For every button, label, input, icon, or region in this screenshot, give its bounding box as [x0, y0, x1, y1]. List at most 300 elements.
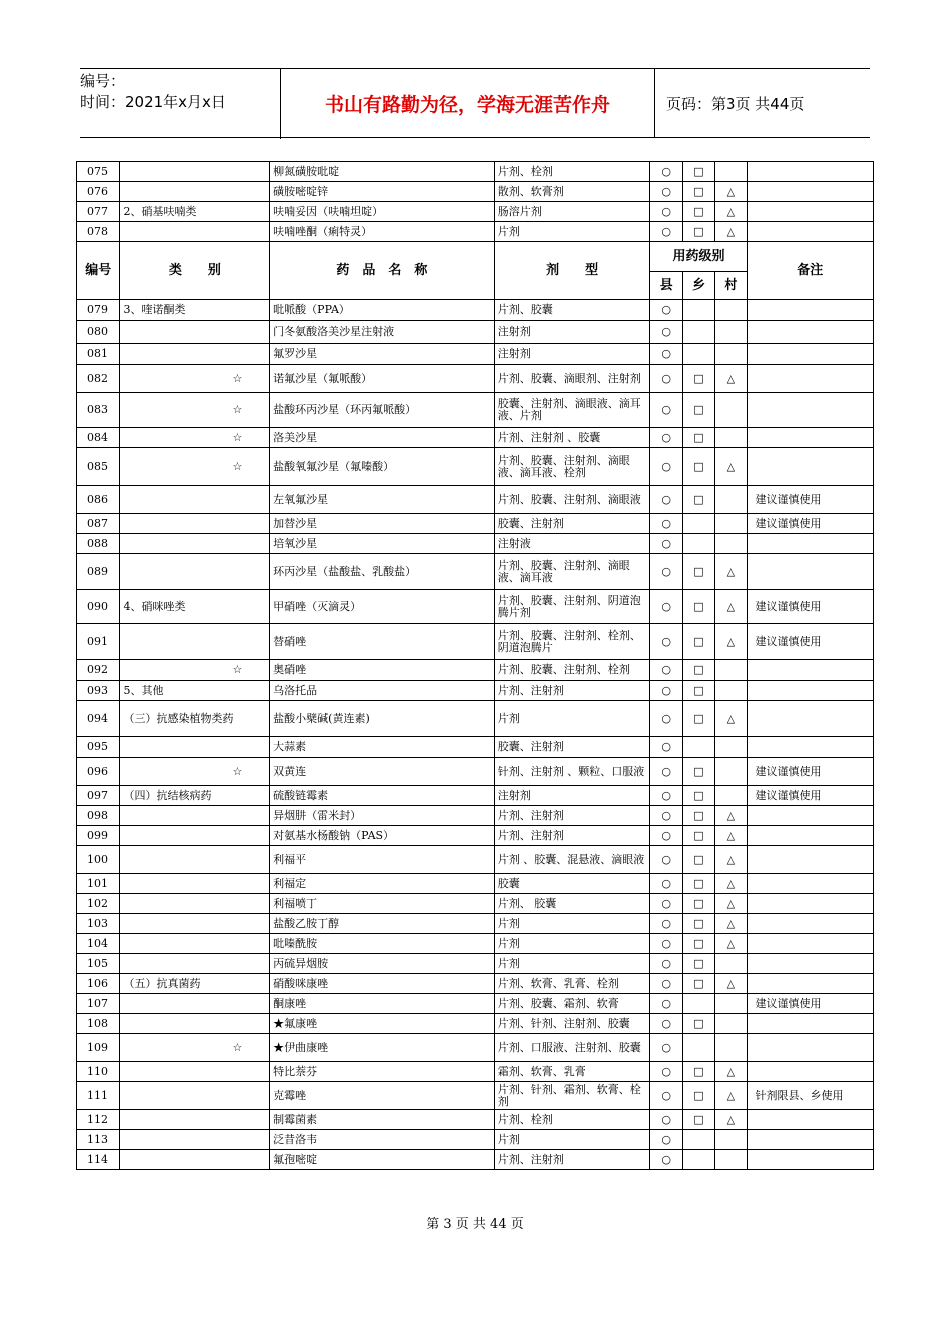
- row-town: □: [682, 590, 714, 624]
- row-note: [747, 365, 873, 393]
- medicine-table: [76, 161, 874, 1170]
- star-mark: ☆: [232, 430, 243, 444]
- row-note: 建议谨慎使用: [747, 624, 873, 660]
- row-category: [120, 534, 270, 554]
- row-category: [120, 624, 270, 660]
- row-form: 片剂、软膏、乳膏、栓剂: [494, 974, 650, 994]
- table-row: [77, 954, 874, 974]
- row-name: 呋喃妥因（呋喃坦啶）: [270, 202, 495, 222]
- row-note: [747, 1130, 873, 1150]
- row-form: 片剂、胶囊、滴眼剂、注射剂: [494, 365, 650, 393]
- row-category: [120, 934, 270, 954]
- table-row: [77, 534, 874, 554]
- row-name: 异烟肼（雷米封）: [270, 806, 495, 826]
- header-category: 类 别: [120, 242, 270, 300]
- row-category: [120, 894, 270, 914]
- row-category: 2、硝基呋喃类: [120, 202, 270, 222]
- row-number: 096: [77, 758, 120, 786]
- row-county: ○: [650, 1130, 682, 1150]
- row-form: 片剂、栓剂: [494, 1110, 650, 1130]
- row-town: □: [682, 786, 714, 806]
- star-mark: ☆: [232, 1040, 243, 1054]
- table-row: [77, 826, 874, 846]
- row-category: （五）抗真菌药: [120, 974, 270, 994]
- row-village: △: [715, 1082, 747, 1110]
- row-note: [747, 954, 873, 974]
- row-number: 101: [77, 874, 120, 894]
- table-row: [77, 1150, 874, 1170]
- table-row: [77, 1110, 874, 1130]
- row-number: 084: [77, 428, 120, 448]
- row-town: [682, 344, 714, 365]
- row-village: △: [715, 701, 747, 737]
- row-category: [120, 344, 270, 365]
- row-county: ○: [650, 1062, 682, 1082]
- row-name: ★伊曲康唑: [270, 1034, 495, 1062]
- row-form: 注射剂: [494, 344, 650, 365]
- row-village: △: [715, 590, 747, 624]
- row-village: △: [715, 846, 747, 874]
- row-category: [120, 954, 270, 974]
- row-note: [747, 428, 873, 448]
- row-category: [120, 1014, 270, 1034]
- row-village: △: [715, 874, 747, 894]
- row-name: 甲硝唑（灭滴灵）: [270, 590, 495, 624]
- row-form: 针剂、注射剂 、颗粒、口服液: [494, 758, 650, 786]
- row-county: ○: [650, 202, 682, 222]
- table-row: [77, 202, 874, 222]
- header-name: 药 品 名 称: [270, 242, 495, 300]
- row-form: 片剂、胶囊、注射剂、栓剂: [494, 660, 650, 681]
- row-form: 片剂: [494, 701, 650, 737]
- row-village: △: [715, 1062, 747, 1082]
- row-number: 111: [77, 1082, 120, 1110]
- row-category: [120, 758, 270, 786]
- row-note: [747, 1062, 873, 1082]
- row-village: [715, 162, 747, 182]
- row-county: ○: [650, 1150, 682, 1170]
- row-category: [120, 1130, 270, 1150]
- row-name: 硫酸链霉素: [270, 786, 495, 806]
- row-name: 盐酸氧氟沙星（氟嗪酸）: [270, 448, 495, 486]
- row-note: [747, 1110, 873, 1130]
- row-form: 片剂、胶囊、霜剂、软膏: [494, 994, 650, 1014]
- row-number: 085: [77, 448, 120, 486]
- row-form: 片剂、注射剂 、胶囊: [494, 428, 650, 448]
- row-form: 肠溶片剂: [494, 202, 650, 222]
- row-number: 108: [77, 1014, 120, 1034]
- row-town: □: [682, 894, 714, 914]
- table-row: [77, 660, 874, 681]
- row-number: 088: [77, 534, 120, 554]
- row-name: 利福喷丁: [270, 894, 495, 914]
- table-row: [77, 321, 874, 344]
- row-category: [120, 365, 270, 393]
- row-category: [120, 321, 270, 344]
- row-note: 针剂限县、乡使用: [747, 1082, 873, 1110]
- row-note: [747, 162, 873, 182]
- row-number: 078: [77, 222, 120, 242]
- header-note: 备注: [747, 242, 873, 300]
- row-town: □: [682, 365, 714, 393]
- row-name: 磺胺嘧啶锌: [270, 182, 495, 202]
- row-county: ○: [650, 428, 682, 448]
- row-note: [747, 1034, 873, 1062]
- table-row: [77, 758, 874, 786]
- row-number: 077: [77, 202, 120, 222]
- row-number: 114: [77, 1150, 120, 1170]
- row-form: 片剂: [494, 1130, 650, 1150]
- row-note: [747, 182, 873, 202]
- row-number: 113: [77, 1130, 120, 1150]
- row-note: [747, 1014, 873, 1034]
- row-number: 099: [77, 826, 120, 846]
- row-county: ○: [650, 393, 682, 428]
- row-name: 泛昔洛韦: [270, 1130, 495, 1150]
- table-row: [77, 344, 874, 365]
- row-number: 076: [77, 182, 120, 202]
- row-name: 左氧氟沙星: [270, 486, 495, 514]
- table-row: [77, 1014, 874, 1034]
- row-town: □: [682, 660, 714, 681]
- row-note: 建议谨慎使用: [747, 514, 873, 534]
- row-village: [715, 758, 747, 786]
- row-number: 075: [77, 162, 120, 182]
- row-village: [715, 321, 747, 344]
- row-village: △: [715, 448, 747, 486]
- row-form: 片剂、 胶囊: [494, 894, 650, 914]
- row-town: □: [682, 1014, 714, 1034]
- row-name: 制霉菌素: [270, 1110, 495, 1130]
- row-name: 大蒜素: [270, 737, 495, 758]
- row-county: ○: [650, 758, 682, 786]
- row-name: 奥硝唑: [270, 660, 495, 681]
- row-village: [715, 954, 747, 974]
- table-row: [77, 1034, 874, 1062]
- row-form: 片剂、注射剂: [494, 806, 650, 826]
- row-town: □: [682, 681, 714, 701]
- row-name: 呋喃唑酮（痢特灵）: [270, 222, 495, 242]
- row-name: 诺氟沙星（氟哌酸）: [270, 365, 495, 393]
- row-village: [715, 300, 747, 321]
- table-row: [77, 514, 874, 534]
- row-name: 环丙沙星（盐酸盐、乳酸盐）: [270, 554, 495, 590]
- row-category: （四）抗结核病药: [120, 786, 270, 806]
- row-village: [715, 428, 747, 448]
- row-village: [715, 1150, 747, 1170]
- row-town: □: [682, 1062, 714, 1082]
- table-row: [77, 974, 874, 994]
- row-town: □: [682, 1082, 714, 1110]
- row-village: △: [715, 365, 747, 393]
- row-note: [747, 737, 873, 758]
- row-town: [682, 321, 714, 344]
- row-category: [120, 737, 270, 758]
- row-category: 3、喹诺酮类: [120, 300, 270, 321]
- table-row: [77, 300, 874, 321]
- row-town: □: [682, 974, 714, 994]
- row-form: 片剂: [494, 914, 650, 934]
- row-county: ○: [650, 365, 682, 393]
- row-name: 吡嗪酰胺: [270, 934, 495, 954]
- row-county: ○: [650, 737, 682, 758]
- row-number: 110: [77, 1062, 120, 1082]
- row-village: [715, 786, 747, 806]
- row-form: 注射剂: [494, 321, 650, 344]
- table-row: [77, 162, 874, 182]
- row-town: □: [682, 182, 714, 202]
- row-category: [120, 846, 270, 874]
- row-number: 107: [77, 994, 120, 1014]
- row-form: 注射剂: [494, 786, 650, 806]
- row-town: □: [682, 826, 714, 846]
- row-category: [120, 1150, 270, 1170]
- table-row: [77, 701, 874, 737]
- row-village: △: [715, 914, 747, 934]
- row-number: 105: [77, 954, 120, 974]
- row-county: ○: [650, 914, 682, 934]
- row-county: ○: [650, 934, 682, 954]
- row-note: 建议谨慎使用: [747, 994, 873, 1014]
- row-form: 片剂、注射剂: [494, 681, 650, 701]
- row-number: 082: [77, 365, 120, 393]
- row-village: [715, 534, 747, 554]
- row-village: △: [715, 222, 747, 242]
- star-mark: ☆: [232, 663, 243, 676]
- table-row: [77, 846, 874, 874]
- row-town: □: [682, 874, 714, 894]
- row-note: [747, 1150, 873, 1170]
- table-header: [77, 242, 874, 300]
- row-town: [682, 1150, 714, 1170]
- row-village: △: [715, 826, 747, 846]
- row-town: □: [682, 934, 714, 954]
- table-row: [77, 222, 874, 242]
- row-county: ○: [650, 974, 682, 994]
- table-row: [77, 681, 874, 701]
- table-row: [77, 365, 874, 393]
- row-county: ○: [650, 222, 682, 242]
- row-village: △: [715, 554, 747, 590]
- row-village: [715, 514, 747, 534]
- row-category: [120, 914, 270, 934]
- table-row: [77, 182, 874, 202]
- row-town: [682, 1034, 714, 1062]
- table-body: [77, 300, 874, 1170]
- row-village: △: [715, 806, 747, 826]
- row-village: [715, 1130, 747, 1150]
- row-village: [715, 737, 747, 758]
- row-form: 散剂、软膏剂: [494, 182, 650, 202]
- row-village: [715, 994, 747, 1014]
- row-town: □: [682, 624, 714, 660]
- row-number: 083: [77, 393, 120, 428]
- row-name: 盐酸环丙沙星（环丙氟哌酸）: [270, 393, 495, 428]
- row-town: [682, 514, 714, 534]
- row-note: [747, 393, 873, 428]
- row-name: ★氟康唑: [270, 1014, 495, 1034]
- row-county: ○: [650, 300, 682, 321]
- row-form: 片剂、注射剂: [494, 826, 650, 846]
- row-name: 洛美沙星: [270, 428, 495, 448]
- row-village: △: [715, 1110, 747, 1130]
- row-note: [747, 914, 873, 934]
- row-name: 盐酸小檗碱(黄连素): [270, 701, 495, 737]
- row-number: 086: [77, 486, 120, 514]
- row-village: [715, 1014, 747, 1034]
- row-town: □: [682, 846, 714, 874]
- row-village: [715, 344, 747, 365]
- row-form: 胶囊、注射剂: [494, 737, 650, 758]
- number-label: 编号：: [80, 72, 126, 90]
- row-number: 090: [77, 590, 120, 624]
- row-county: ○: [650, 321, 682, 344]
- row-note: [747, 554, 873, 590]
- row-number: 112: [77, 1110, 120, 1130]
- row-note: 建议谨慎使用: [747, 486, 873, 514]
- row-name: 培氧沙星: [270, 534, 495, 554]
- row-form: 片剂: [494, 934, 650, 954]
- row-name: 特比萘芬: [270, 1062, 495, 1082]
- row-form: 注射液: [494, 534, 650, 554]
- row-town: □: [682, 428, 714, 448]
- row-name: 乌洛托品: [270, 681, 495, 701]
- row-town: □: [682, 701, 714, 737]
- row-town: □: [682, 1110, 714, 1130]
- row-name: 利福定: [270, 874, 495, 894]
- row-town: [682, 737, 714, 758]
- table-row: [77, 994, 874, 1014]
- row-county: ○: [650, 701, 682, 737]
- row-county: ○: [650, 448, 682, 486]
- row-village: [715, 393, 747, 428]
- row-category: [120, 182, 270, 202]
- row-note: [747, 874, 873, 894]
- row-note: [747, 701, 873, 737]
- table-row: [77, 737, 874, 758]
- row-number: 089: [77, 554, 120, 590]
- row-town: □: [682, 554, 714, 590]
- table-row: [77, 874, 874, 894]
- row-note: [747, 222, 873, 242]
- row-form: 片剂、口服液、注射剂、胶囊: [494, 1034, 650, 1062]
- row-category: [120, 874, 270, 894]
- table-row: [77, 590, 874, 624]
- table-row: [77, 1130, 874, 1150]
- header-town: 乡: [682, 272, 714, 300]
- row-note: [747, 534, 873, 554]
- row-village: △: [715, 894, 747, 914]
- row-name: 克霉唑: [270, 1082, 495, 1110]
- row-number: 091: [77, 624, 120, 660]
- row-name: 丙硫异烟胺: [270, 954, 495, 974]
- row-form: 片剂 、胶囊、混悬液、滴眼液: [494, 846, 650, 874]
- row-name: 硝酸咪康唑: [270, 974, 495, 994]
- row-number: 080: [77, 321, 120, 344]
- row-name: 氟孢嘧啶: [270, 1150, 495, 1170]
- star-mark: ☆: [232, 371, 243, 385]
- row-category: （三）抗感染植物类药: [120, 701, 270, 737]
- row-category: [120, 994, 270, 1014]
- row-category: 4、硝咪唑类: [120, 590, 270, 624]
- row-town: [682, 994, 714, 1014]
- table-row: [77, 428, 874, 448]
- row-number: 100: [77, 846, 120, 874]
- row-note: [747, 300, 873, 321]
- row-category: [120, 486, 270, 514]
- row-note: [747, 806, 873, 826]
- row-number: 087: [77, 514, 120, 534]
- header-meta: [80, 69, 281, 139]
- row-town: □: [682, 393, 714, 428]
- row-county: ○: [650, 624, 682, 660]
- row-form: 胶囊、注射剂: [494, 514, 650, 534]
- row-county: ○: [650, 846, 682, 874]
- star-mark: ☆: [232, 459, 243, 473]
- row-note: [747, 846, 873, 874]
- row-number: 098: [77, 806, 120, 826]
- row-category: 5、其他: [120, 681, 270, 701]
- row-form: 胶囊、注射剂、滴眼液、滴耳液、片剂: [494, 393, 650, 428]
- page-footer: 第 3 页 共 44 页: [426, 1217, 524, 1232]
- row-name: 加替沙星: [270, 514, 495, 534]
- row-number: 104: [77, 934, 120, 954]
- row-category: [120, 393, 270, 428]
- row-form: 片剂、栓剂: [494, 162, 650, 182]
- row-county: ○: [650, 1034, 682, 1062]
- row-note: 建议谨慎使用: [747, 590, 873, 624]
- row-note: [747, 826, 873, 846]
- row-name: 利福平: [270, 846, 495, 874]
- row-village: [715, 486, 747, 514]
- table-row: [77, 894, 874, 914]
- row-category: [120, 660, 270, 681]
- row-county: ○: [650, 514, 682, 534]
- date-label: 时间：2021年x月x日: [80, 93, 226, 111]
- row-county: ○: [650, 1110, 682, 1130]
- row-county: ○: [650, 826, 682, 846]
- row-form: 片剂、胶囊、注射剂、滴眼液、滴耳液、栓剂: [494, 448, 650, 486]
- star-mark: ☆: [232, 403, 243, 416]
- row-name: 盐酸乙胺丁醇: [270, 914, 495, 934]
- row-number: 102: [77, 894, 120, 914]
- row-village: △: [715, 974, 747, 994]
- row-county: ○: [650, 1014, 682, 1034]
- row-name: 吡哌酸（PPA）: [270, 300, 495, 321]
- table-row: [77, 1082, 874, 1110]
- header-level: 用药级别: [650, 242, 747, 272]
- page-header: [80, 68, 870, 138]
- row-village: [715, 660, 747, 681]
- row-village: △: [715, 182, 747, 202]
- row-county: ○: [650, 874, 682, 894]
- row-form: 片剂、注射剂: [494, 1150, 650, 1170]
- row-category: [120, 1082, 270, 1110]
- row-village: △: [715, 934, 747, 954]
- row-town: □: [682, 914, 714, 934]
- row-number: 106: [77, 974, 120, 994]
- row-note: 建议谨慎使用: [747, 758, 873, 786]
- row-town: □: [682, 486, 714, 514]
- row-name: 酮康唑: [270, 994, 495, 1014]
- row-town: □: [682, 222, 714, 242]
- row-category: [120, 514, 270, 534]
- row-note: [747, 681, 873, 701]
- row-category: [120, 1062, 270, 1082]
- row-county: ○: [650, 162, 682, 182]
- row-number: 094: [77, 701, 120, 737]
- row-name: 柳氮磺胺吡啶: [270, 162, 495, 182]
